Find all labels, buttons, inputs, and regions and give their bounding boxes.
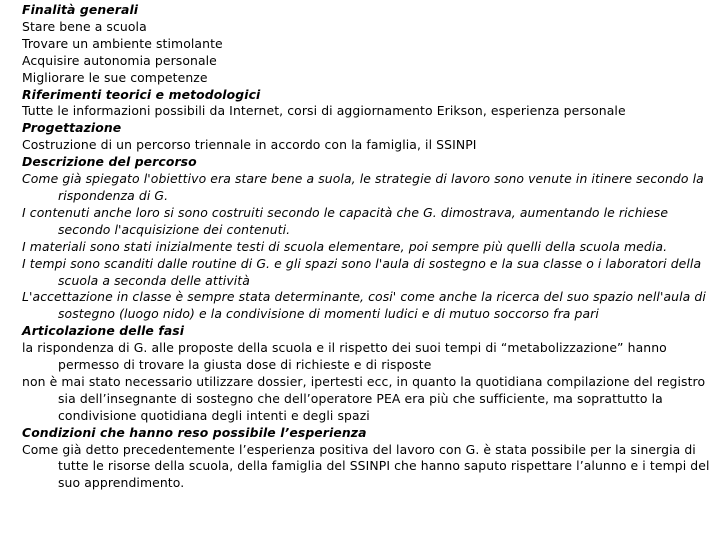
list-item: Trovare un ambiente stimolante	[22, 35, 223, 51]
section-progettazione	[22, 120, 712, 154]
section-heading: Riferimenti teorici e metodologici	[22, 86, 261, 102]
paragraph: I tempi sono scanditi dalle routine di G. e gli spazi sono l'aula di sostegno e la sua classe o i laboratori della scuola a seconda delle attività	[22, 255, 702, 288]
document-page	[22, 2, 712, 492]
section-articolazione-fasi	[22, 323, 712, 424]
paragraph: Come già spiegato l'obiettivo era stare bene a suola, le strategie di lavoro sono venute in itinere secondo la rispondenza di G.	[22, 171, 704, 203]
section-riferimenti	[22, 87, 712, 121]
list-item: Acquisire autonomia personale	[22, 52, 217, 68]
section-heading: Descrizione del percorso	[22, 154, 197, 170]
paragraph: non è mai stato necessario utilizzare dossier, ipertesti ecc, in quanto la quotidiana compilazione del registro sia dell’insegnante di sostegno che dell’operatore PEA era più che sufficiente, ma soprattutto la condivisione quotidiana degli intenti e degli spazi	[22, 373, 706, 423]
paragraph: Costruzione di un percorso triennale in accordo con la famiglia, il SSINPI	[22, 137, 477, 153]
list-item: Stare bene a scuola	[22, 18, 147, 34]
paragraph: Tutte le informazioni possibili da Internet, corsi di aggiornamento Erikson, esperienza personale	[22, 103, 626, 119]
paragraph: I contenuti anche loro si sono costruiti secondo le capacità che G. dimostrava, aumentando le richiese secondo l'acquisizione dei contenuti.	[22, 204, 669, 237]
paragraph: L'accettazione in classe è sempre stata determinante, cosi' come anche la ricerca del suo spazio nell'aula di sostegno (luogo nido) e la condivisione di momenti ludici e di mutuo soccorso fra pari	[22, 289, 706, 322]
paragraph: la rispondenza di G. alle proposte della scuola e il rispetto dei suoi tempi di “metabolizzazione” hanno permesso di trovare la giusta dose di richieste e di risposte	[22, 340, 667, 373]
section-heading: Condizioni che hanno reso possibile l’esperienza	[22, 424, 367, 440]
section-heading: Finalità generali	[22, 2, 139, 17]
section-condizioni	[22, 425, 712, 493]
section-heading: Articolazione delle fasi	[22, 323, 185, 339]
paragraph: I materiali sono stati inizialmente testi di scuola elementare, poi sempre più quelli della scuola media.	[22, 238, 668, 254]
section-heading: Progettazione	[22, 120, 122, 136]
list-item: Migliorare le sue competenze	[22, 69, 208, 85]
section-finalita-generali	[22, 2, 712, 87]
section-descrizione-percorso	[22, 154, 712, 323]
paragraph: Come già detto precedentemente l’esperienza positiva del lavoro con G. è stata possibile per la sinergia di tutte le risorse della scuola, della famiglia del SSINPI che hanno saputo rispettare l’alunno e i tempi del suo apprendimento.	[22, 441, 710, 491]
